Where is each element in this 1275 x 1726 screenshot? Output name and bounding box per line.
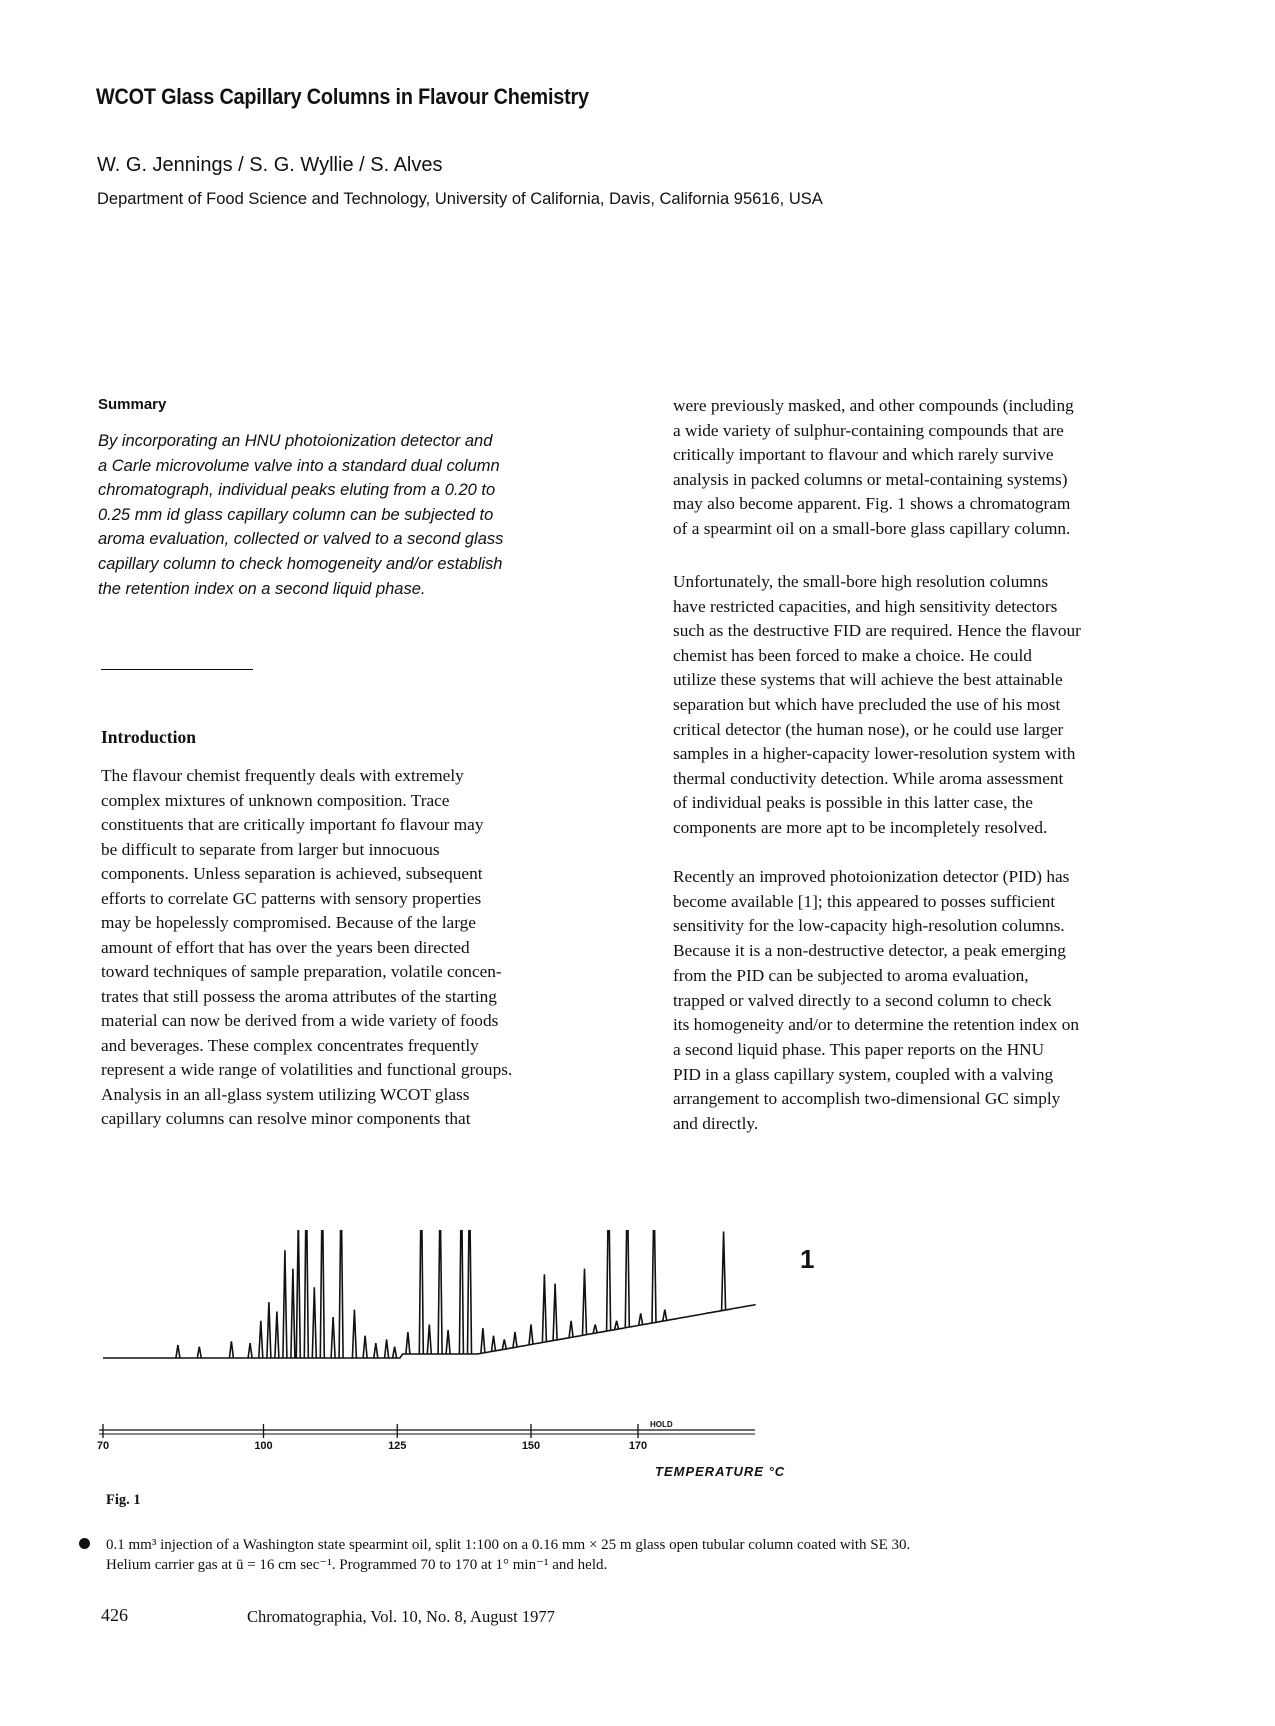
hold-label: HOLD: [650, 1420, 673, 1429]
chromatogram-peak: [502, 1339, 506, 1349]
text-line: critical detector (the human nose), or he could use larger: [673, 719, 1064, 739]
chromatogram-peak: [406, 1332, 410, 1354]
chromatogram-peak: [393, 1347, 397, 1358]
paper-title: WCOT Glass Capillary Columns in Flavour Chemistry: [96, 84, 589, 109]
figure-number: 1: [800, 1244, 815, 1274]
text-line: capillary columns can resolve minor components that: [101, 1109, 471, 1128]
text-line: and beverages. These complex concentrates frequently: [101, 1035, 479, 1055]
bullet-icon: [79, 1538, 90, 1549]
chromatogram-peak: [248, 1343, 252, 1358]
chromatogram-peak: [363, 1336, 367, 1358]
chromatogram-peak: [419, 1230, 423, 1354]
chromatogram-peak: [352, 1310, 356, 1358]
chromatogram-peak: [374, 1343, 378, 1358]
text-line: Recently an improved photoionization detector (PID) has: [673, 867, 1070, 886]
text-line: components are more apt to be incompletely resolved.: [673, 817, 1048, 837]
text-line: chemist has been forced to make a choice. He could: [673, 645, 1032, 665]
page-number: 426: [101, 1605, 128, 1625]
chromatogram-peak: [446, 1330, 450, 1354]
text-line: trates that still possess the aroma attributes of the starting: [101, 986, 497, 1006]
text-line: Because it is a non-destructive detector, a peak emerging: [673, 941, 1066, 961]
chromatogram-figure: [95, 1230, 855, 1485]
text-line: efforts to correlate GC patterns with sensory properties: [101, 888, 482, 908]
text-line: and directly.: [673, 1114, 759, 1134]
chromatogram-peak: [385, 1339, 389, 1358]
text-line: sensitivity for the low-capacity high-resolution columns.: [673, 916, 1065, 936]
chromatogram-peak: [615, 1321, 619, 1330]
text-line: Unfortunately, the small-bore high resolution columns: [673, 572, 1049, 591]
chromatogram-peak: [197, 1347, 201, 1358]
chromatogram-peak: [229, 1341, 233, 1358]
text-line: toward techniques of sample preparation, volatile concen-: [101, 962, 502, 981]
chromatogram-peak: [663, 1310, 667, 1321]
text-line: utilize these systems that will achieve the best attainable: [673, 670, 1063, 690]
text-line: Analysis in an all-glass system utilizing WCOT glass: [101, 1084, 470, 1104]
chromatogram-peak: [593, 1325, 597, 1334]
text-line: become available [1]; this appeared to posses sufficient: [673, 891, 1056, 911]
chromatogram-peak: [427, 1325, 431, 1355]
text-line: complex mixtures of unknown composition. Trace: [101, 790, 450, 810]
text-line: the retention index on a second liquid phase.: [98, 579, 426, 598]
chromatogram-peak: [468, 1230, 472, 1354]
text-line: critically important to flavour and which rarely survive: [673, 445, 1054, 465]
x-tick-label: 150: [521, 1440, 541, 1452]
figure-label: Fig. 1: [106, 1492, 141, 1508]
text-line: trapped or valved directly to a second column to check: [673, 990, 1052, 1010]
chromatogram-peak: [275, 1312, 279, 1359]
chromatogram-peak: [492, 1336, 496, 1351]
chromatogram-peak: [639, 1313, 643, 1325]
chromatogram-peak: [481, 1328, 485, 1353]
text-line: may also become apparent. Fig. 1 shows a chromatogram: [673, 494, 1071, 514]
text-line: The flavour chemist frequently deals with extremely: [101, 766, 464, 785]
chromatogram-peak: [291, 1269, 295, 1358]
x-tick-label: 125: [388, 1440, 407, 1452]
text-line: aroma evaluation, collected or valved to a second glass: [98, 530, 504, 549]
chromatogram-peak: [267, 1302, 271, 1358]
text-line: separation but which have precluded the use of his most: [673, 694, 1061, 714]
summary-heading: Summary: [98, 396, 167, 413]
chromatogram-peak: [542, 1274, 546, 1342]
chromatogram-peaks: [176, 1230, 726, 1358]
x-tick-label: 170: [628, 1440, 648, 1452]
text-line: analysis in packed columns or metal-containing systems): [673, 469, 1068, 489]
text-line: thermal conductivity detection. While aroma assessment: [673, 768, 1064, 788]
temperature-axis: [97, 1420, 755, 1452]
authors: W. G. Jennings / S. G. Wyllie / S. Alves: [97, 154, 443, 176]
text-line: from the PID can be subjected to aroma evaluation,: [673, 965, 1029, 985]
x-axis-label: TEMPERATURE °C: [655, 1464, 786, 1479]
chromatogram-peak: [283, 1250, 287, 1358]
chromatogram-peak: [259, 1321, 263, 1358]
right-column-paragraph-1: [673, 394, 1173, 542]
introduction-body: [101, 764, 621, 1132]
x-tick-label: 100: [254, 1440, 273, 1452]
chromatogram-peak: [583, 1269, 587, 1335]
text-line: of a spearmint oil on a small-bore glass capillary column.: [673, 518, 1071, 538]
chromatogram-peak: [529, 1325, 533, 1345]
chromatogram-peak: [438, 1230, 442, 1354]
chromatogram-peak: [331, 1317, 335, 1358]
text-line: be difficult to separate from larger but innocuous: [101, 839, 440, 859]
text-line: components. Unless separation is achieved, subsequent: [101, 864, 483, 883]
chromatogram-peak: [459, 1230, 463, 1354]
caption-line-1: 0.1 mm³ injection of a Washington state spearmint oil, split 1:100 on a 0.16 mm × 25 m glass open tubular column coated with SE 30.: [106, 1537, 911, 1553]
text-line: material can now be derived from a wide variety of foods: [101, 1011, 499, 1030]
chromatogram-peak: [339, 1230, 343, 1358]
text-line: 0.25 mm id glass capillary column can be subjected to: [98, 505, 494, 524]
text-line: constituents that are critically important fo flavour may: [101, 815, 484, 834]
summary-body: [98, 429, 588, 601]
chromatogram-peak: [513, 1332, 517, 1347]
introduction-heading: Introduction: [101, 727, 196, 747]
text-line: of individual peaks is possible in this latter case, the: [673, 793, 1033, 813]
chromatogram-peak: [312, 1287, 316, 1358]
text-line: samples in a higher-capacity lower-resolution system with: [673, 744, 1076, 764]
caption-line-2: Helium carrier gas at ū = 16 cm sec⁻¹. Programmed 70 to 170 at 1° min⁻¹ and held.: [106, 1557, 608, 1573]
text-line: represent a wide range of volatilities and functional groups.: [101, 1060, 513, 1079]
chromatogram-peak: [553, 1284, 557, 1341]
right-column-paragraph-3: [673, 865, 1193, 1137]
text-line: capillary column to check homogeneity and/or establish: [98, 554, 503, 573]
chromatogram-peak: [625, 1230, 629, 1327]
figure-caption: [106, 1535, 1226, 1575]
x-tick-label: 70: [96, 1440, 110, 1452]
text-line: have restricted capacities, and high sensitivity detectors: [673, 596, 1058, 616]
chromatogram-peak: [176, 1345, 180, 1358]
right-column-paragraph-2: [673, 570, 1173, 841]
chromatogram-peak: [722, 1232, 726, 1311]
text-line: such as the destructive FID are required. Hence the flavour: [673, 621, 1081, 641]
text-line: a Carle microvolume valve into a standard dual column: [98, 456, 500, 475]
chromatogram-peak: [607, 1230, 611, 1331]
text-line: a wide variety of sulphur-containing compounds that are: [673, 420, 1064, 440]
text-line: By incorporating an HNU photoionization detector and: [98, 432, 493, 450]
chromatogram-peak: [304, 1230, 308, 1358]
text-line: its homogeneity and/or to determine the retention index on: [673, 1015, 1080, 1035]
text-line: may be hopelessly compromised. Because of the large: [101, 913, 476, 932]
text-line: amount of effort that has over the years been directed: [101, 937, 470, 957]
chromatogram-peak: [320, 1230, 324, 1358]
section-divider: [101, 669, 253, 670]
chromatogram-peak: [652, 1230, 656, 1323]
chromatogram-peak: [296, 1230, 300, 1358]
text-line: a second liquid phase. This paper reports on the HNU: [673, 1039, 1045, 1059]
text-line: PID in a glass capillary system, coupled with a valving: [673, 1064, 1054, 1084]
text-line: chromatograph, individual peaks eluting from a 0.20 to: [98, 481, 496, 500]
text-line: were previously masked, and other compounds (including: [673, 396, 1074, 415]
text-line: arrangement to accomplish two-dimensional GC simply: [673, 1089, 1061, 1109]
journal-citation: Chromatographia, Vol. 10, No. 8, August 1977: [247, 1607, 555, 1626]
affiliation: Department of Food Science and Technology, University of California, Davis, California 95616, USA: [97, 190, 823, 208]
chromatogram-peak: [569, 1321, 573, 1338]
